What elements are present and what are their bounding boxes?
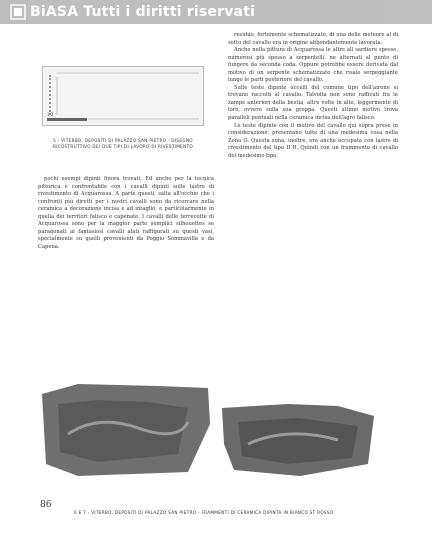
drawing-lines [43,67,203,125]
page-number: 86 [40,500,52,510]
paragraph: residuo, fortemente schematizzato, di una delle meteore al di sotto del cavallo era in origine abbondantemente lavorata. [228,32,398,46]
document-page [34,24,400,538]
scale-label: 1 2 [47,112,54,117]
watermark-text: BiASA Tutti i diritti riservati [30,4,256,20]
figure-5-caption: 5 - VITERBO, DEPOSITI DI PALAZZO SAN PIETRO - DISEGNO RICOSTRUTTIVO DEI DUE TIPI DI LAVORO DI RIVESTIMENTO [52,138,194,149]
paragraph: Anche nella pittura di Acquarossa le altre all sardiere spesse, numerosi più spesso a serpentelli, ne alternati al punto di fungere da seconda coda. Oppure potrebbe essere derivata dal motivo di un serpente schematizzato che risale serpeggiante lungo le parti posteriore del cavallo. [228,47,398,84]
watermark-banner [0,0,432,24]
biasa-logo-icon [10,4,26,20]
fragments-image [38,364,380,504]
reconstruction-drawing [42,66,204,126]
right-column [228,32,398,160]
paragraph: Le teste dipinte con il motivo del cavallo qui sopra prese in considerazione, presentano tutte di una medesima cosa nella Zona G. Questa zona, inoltre, era anche occupata con lastre di rivestimento del tipo II B. Quindi con un frammento di cavallo del medesimo tipo. [228,122,398,159]
scale-bar [47,118,87,121]
paragraph: Sulle teste dipinte uccelli del comune tipo dell'airone si trovano raccolti al cavallo. Talvolta non sono rafficati fra le zampe anteriori della bestia, altre volte in alto, leggermente di loro, ovvero sulla sua groppa. Questi ultimo motivo trova paralleli puntuali nella ceramica incisa dell'agro falisco. [228,84,398,122]
paragraph: pochi esempi dipinti finora trovati. Ed anche per la tecnica pittorica è confrontabile con i cavalli dipinti sulle lastre di rivestimento di Acquarossa. A parte questi, salta all'occhio che i confronti più diretti per i nostri cavalli sono da ricercare nella ceramica a decorazione incisa e ad intaglio, e particolarmente in quella dei territori falisco e capenate. I cavalli delle terrecotte di Acquarossa sono per la maggior parte semplici silhouettes se paragonati ai fantasiosi cavalli alati raffigurati su questi vasi, specialmente su quelli provenienti da Poggio Sommavilla e da Capena. [38,176,214,250]
ceramic-fragments-photo [38,364,380,504]
figure-6-7-caption: 6 E 7 - VITERBO, DEPOSITI DI PALAZZO SAN PIETRO - FRAMMENTI DI CERAMICA DIPINTA IN BIANCO ST ROSSO [74,510,334,515]
left-column [38,176,214,251]
